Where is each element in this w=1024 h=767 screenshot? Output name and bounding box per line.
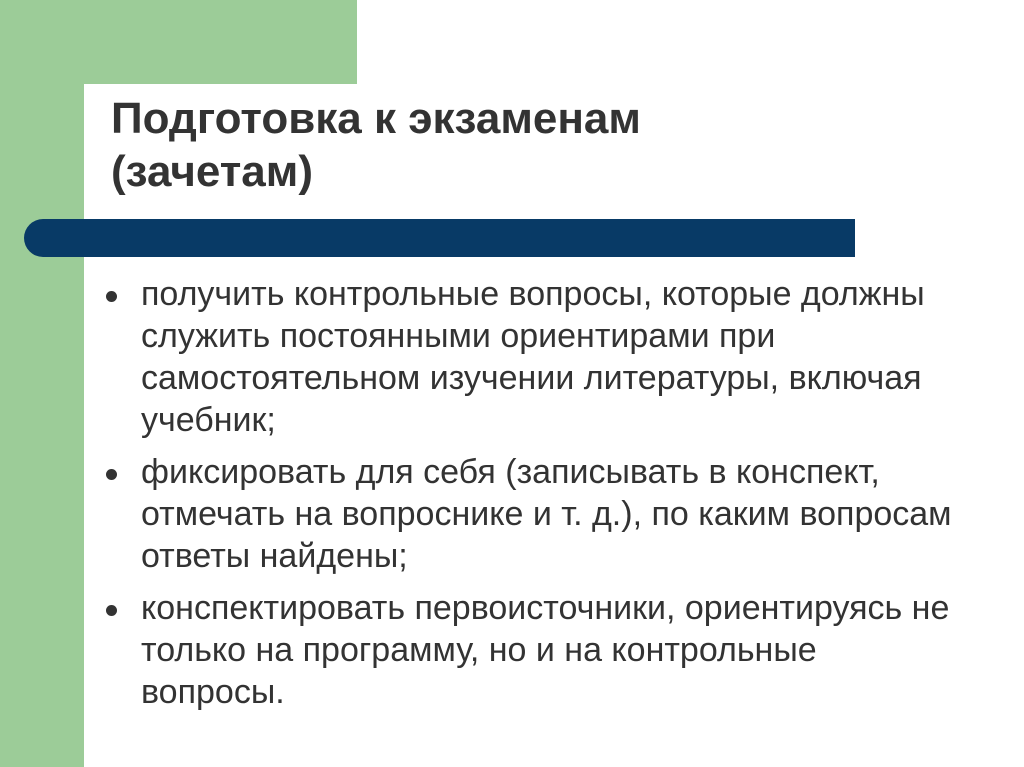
slide-title xyxy=(111,92,811,198)
bullet-item xyxy=(104,587,964,713)
bullet-dot-icon xyxy=(106,469,117,480)
title-line-2: (зачетам) xyxy=(111,147,313,196)
bullet-item xyxy=(104,451,964,577)
title-line-1: Подготовка к экзаменам xyxy=(111,94,641,143)
bullet-dot-icon xyxy=(106,291,117,302)
title-divider-bar xyxy=(24,219,855,257)
bullet-text: конспектировать первоисточники, ориентируясь не только на программу, но и на контрольные вопросы. xyxy=(141,589,950,711)
bullet-list xyxy=(104,273,964,723)
bullet-dot-icon xyxy=(106,605,117,616)
decor-green-left-bar xyxy=(0,0,84,767)
bullet-text: получить контрольные вопросы, которые должны служить постоянными ориентирами при самостоятельном изучении литературы, включая учебник; xyxy=(141,275,925,439)
bullet-text: фиксировать для себя (записывать в конспект, отмечать на вопроснике и т. д.), по каким вопросам ответы найдены; xyxy=(141,453,952,575)
bullet-item xyxy=(104,273,964,441)
